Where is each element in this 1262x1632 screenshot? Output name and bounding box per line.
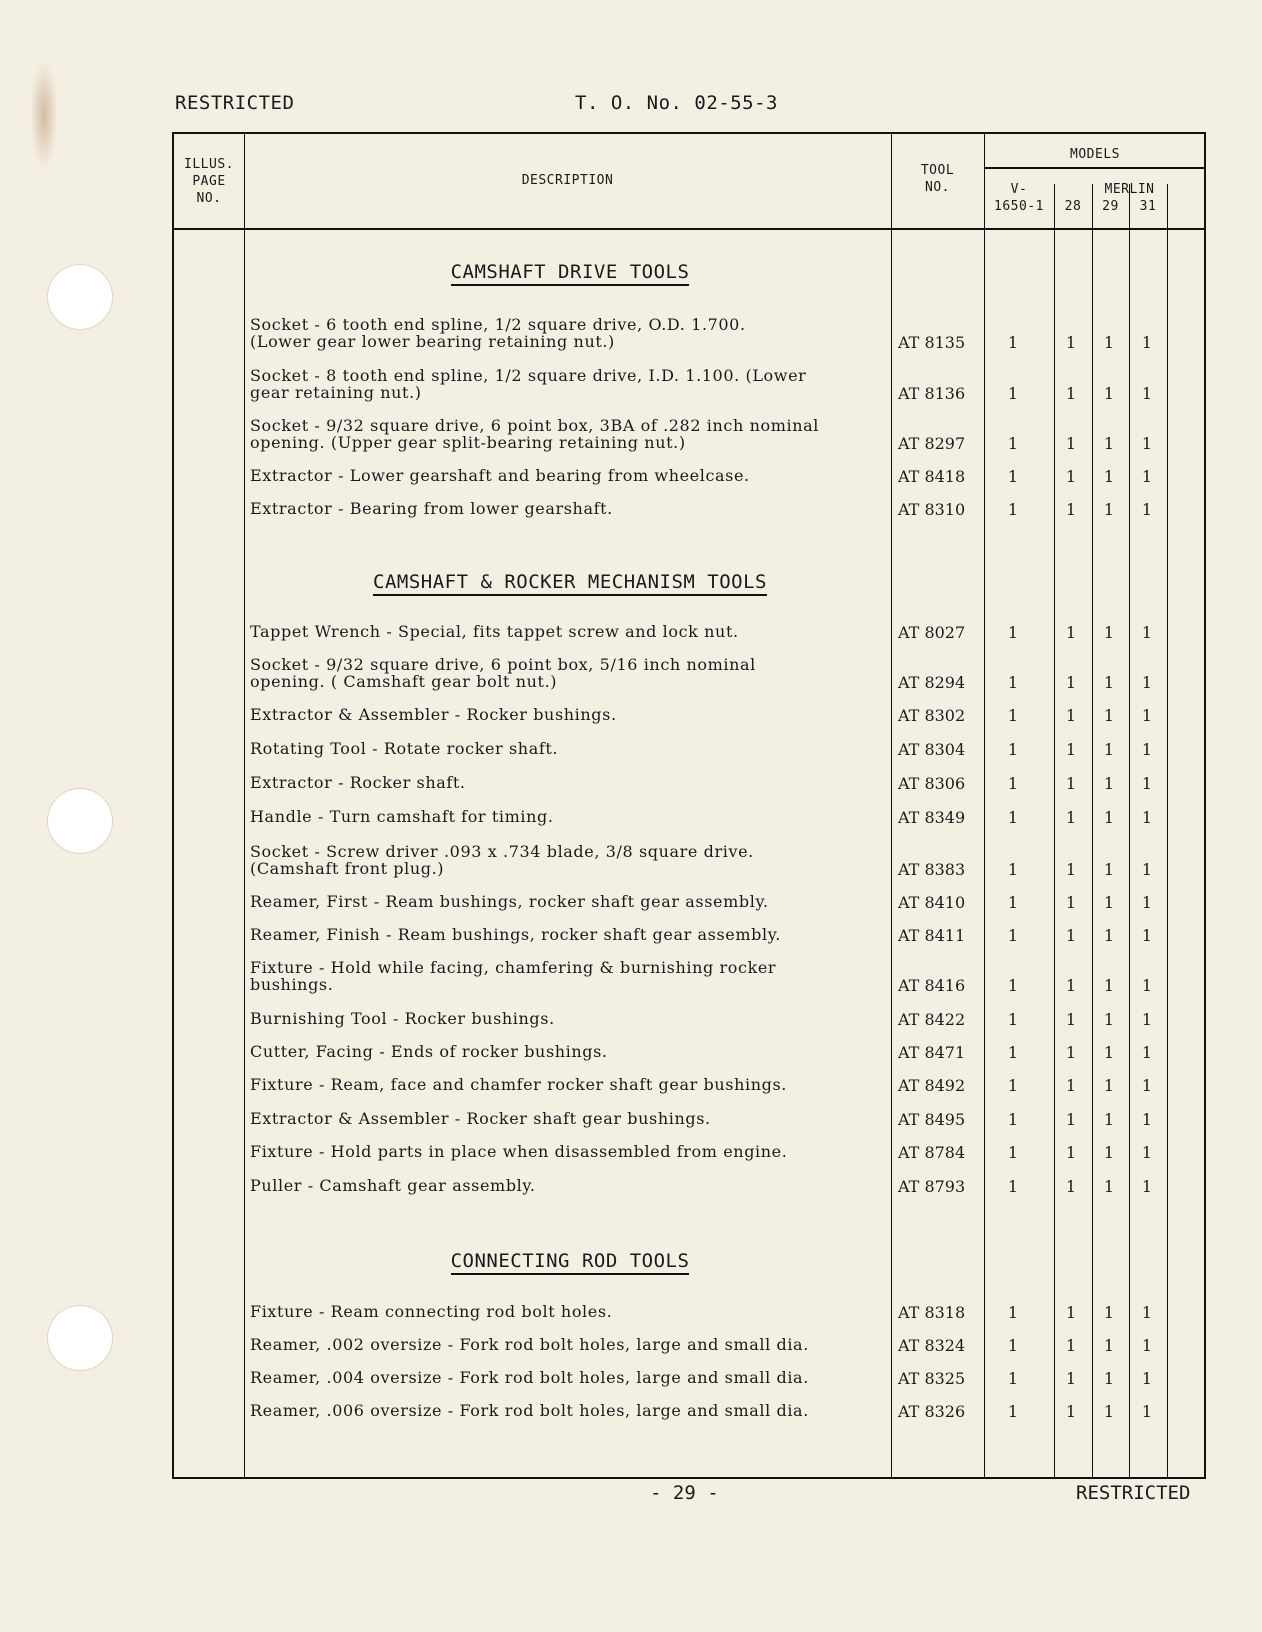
qty-31: 1 (1141, 384, 1153, 403)
tool-description: Rotating Tool - Rotate rocker shaft. (250, 739, 559, 758)
qty-29: 1 (1103, 1110, 1115, 1129)
qty-v1650: 1 (1007, 1110, 1019, 1129)
tool-description: Reamer, .002 oversize - Fork rod bolt holes, large and small dia. (250, 1335, 809, 1354)
section-title: CAMSHAFT DRIVE TOOLS (245, 261, 895, 283)
classification-header: RESTRICTED (175, 92, 295, 114)
qty-31: 1 (1141, 673, 1153, 692)
tool-number: AT 8135 (898, 333, 966, 352)
tool-description: Socket - 9/32 square drive, 6 point box, 5/16 inch nominal opening. ( Camshaft gear bolt nut.) (250, 655, 756, 691)
section-title: CONNECTING ROD TOOLS (245, 1250, 895, 1272)
qty-29: 1 (1103, 1010, 1115, 1029)
column-rule (1167, 184, 1168, 1477)
tool-number: AT 8306 (898, 774, 966, 793)
qty-29: 1 (1103, 1143, 1115, 1162)
merlin-header: MERLIN (1104, 182, 1155, 197)
tool-number: AT 8471 (898, 1043, 966, 1062)
qty-v1650: 1 (1007, 1143, 1019, 1162)
qty-31: 1 (1141, 500, 1153, 519)
qty-29: 1 (1103, 333, 1115, 352)
tool-description: Reamer, First - Ream bushings, rocker shaft gear assembly. (250, 892, 769, 911)
qty-29: 1 (1103, 1336, 1115, 1355)
qty-29: 1 (1103, 1369, 1115, 1388)
tool-number: AT 8302 (898, 706, 966, 725)
page-header (175, 92, 1205, 120)
qty-31: 1 (1141, 1076, 1153, 1095)
qty-29: 1 (1103, 384, 1115, 403)
v1650-header: V- 1650-1 (994, 182, 1044, 214)
qty-31: 1 (1141, 623, 1153, 642)
qty-28: 1 (1065, 1402, 1077, 1421)
column-rule (984, 134, 985, 1477)
qty-28: 1 (1065, 500, 1077, 519)
qty-29: 1 (1103, 706, 1115, 725)
qty-31: 1 (1141, 808, 1153, 827)
qty-v1650: 1 (1007, 1303, 1019, 1322)
column-rule (1129, 184, 1130, 1477)
tool-description: Extractor & Assembler - Rocker shaft gear bushings. (250, 1109, 711, 1128)
qty-28: 1 (1065, 1076, 1077, 1095)
tool-description: Socket - 9/32 square drive, 6 point box, 3BA of .282 inch nominal opening. (Upper gear split-bearing retaining nut.) (250, 416, 819, 452)
qty-v1650: 1 (1007, 808, 1019, 827)
qty-31: 1 (1141, 1010, 1153, 1029)
qty-31: 1 (1141, 1177, 1153, 1196)
tool-number: AT 8784 (898, 1143, 966, 1162)
tool-number: AT 8136 (898, 384, 966, 403)
qty-31: 1 (1141, 706, 1153, 725)
qty-v1650: 1 (1007, 706, 1019, 725)
tool-number: AT 8416 (898, 976, 966, 995)
qty-v1650: 1 (1007, 976, 1019, 995)
qty-28: 1 (1065, 808, 1077, 827)
illus-page-header: ILLUS. PAGE NO. (184, 157, 234, 206)
models-rule (984, 167, 1204, 169)
qty-28: 1 (1065, 623, 1077, 642)
qty-29: 1 (1103, 467, 1115, 486)
qty-v1650: 1 (1007, 1043, 1019, 1062)
qty-31: 1 (1141, 926, 1153, 945)
qty-v1650: 1 (1007, 500, 1019, 519)
column-rule (1092, 184, 1093, 1477)
qty-v1650: 1 (1007, 467, 1019, 486)
tool-description: Burnishing Tool - Rocker bushings. (250, 1009, 555, 1028)
tool-description: Fixture - Hold parts in place when disassembled from engine. (250, 1142, 788, 1161)
qty-v1650: 1 (1007, 740, 1019, 759)
column-rule (1054, 184, 1055, 1477)
tool-description: Fixture - Hold while facing, chamfering & burnishing rocker bushings. (250, 958, 777, 994)
binder-hole (47, 788, 113, 854)
qty-29: 1 (1103, 976, 1115, 995)
qty-29: 1 (1103, 808, 1115, 827)
qty-28: 1 (1065, 673, 1077, 692)
document-number: T. O. No. 02-55-3 (575, 92, 778, 114)
qty-31: 1 (1141, 434, 1153, 453)
qty-28: 1 (1065, 467, 1077, 486)
tool-number: AT 8418 (898, 467, 966, 486)
tool-description: Tappet Wrench - Special, fits tappet screw and lock nut. (250, 622, 739, 641)
tool-description: Extractor & Assembler - Rocker bushings. (250, 705, 617, 724)
qty-28: 1 (1065, 434, 1077, 453)
qty-28: 1 (1065, 384, 1077, 403)
classification-footer: RESTRICTED (1076, 1482, 1191, 1504)
tool-number: AT 8297 (898, 434, 966, 453)
qty-28: 1 (1065, 774, 1077, 793)
model-31-header: 31 (1139, 199, 1157, 214)
qty-31: 1 (1141, 1402, 1153, 1421)
qty-29: 1 (1103, 740, 1115, 759)
qty-28: 1 (1065, 1143, 1077, 1162)
tool-number: AT 8294 (898, 673, 966, 692)
qty-28: 1 (1065, 1110, 1077, 1129)
qty-29: 1 (1103, 893, 1115, 912)
qty-29: 1 (1103, 1043, 1115, 1062)
qty-28: 1 (1065, 1336, 1077, 1355)
header-rule (174, 228, 1204, 230)
qty-31: 1 (1141, 976, 1153, 995)
tool-description: Handle - Turn camshaft for timing. (250, 807, 554, 826)
qty-31: 1 (1141, 1336, 1153, 1355)
qty-31: 1 (1141, 774, 1153, 793)
qty-28: 1 (1065, 333, 1077, 352)
section-title: CAMSHAFT & ROCKER MECHANISM TOOLS (245, 571, 895, 593)
tool-description: Socket - Screw driver .093 x .734 blade, 3/8 square drive. (Camshaft front plug.) (250, 842, 754, 878)
qty-29: 1 (1103, 673, 1115, 692)
qty-31: 1 (1141, 1303, 1153, 1322)
qty-v1650: 1 (1007, 673, 1019, 692)
qty-v1650: 1 (1007, 1402, 1019, 1421)
rust-stain (30, 60, 58, 170)
tool-number: AT 8027 (898, 623, 966, 642)
qty-29: 1 (1103, 1076, 1115, 1095)
tool-description: Reamer, .006 oversize - Fork rod bolt holes, large and small dia. (250, 1401, 809, 1420)
tool-description: Extractor - Lower gearshaft and bearing from wheelcase. (250, 466, 750, 485)
qty-v1650: 1 (1007, 333, 1019, 352)
tool-number: AT 8325 (898, 1369, 966, 1388)
qty-29: 1 (1103, 434, 1115, 453)
qty-28: 1 (1065, 1010, 1077, 1029)
qty-v1650: 1 (1007, 893, 1019, 912)
qty-v1650: 1 (1007, 623, 1019, 642)
qty-29: 1 (1103, 926, 1115, 945)
tool-number: AT 8422 (898, 1010, 966, 1029)
tool-number: AT 8492 (898, 1076, 966, 1095)
models-header: MODELS (1070, 147, 1120, 162)
qty-29: 1 (1103, 774, 1115, 793)
qty-31: 1 (1141, 1143, 1153, 1162)
qty-28: 1 (1065, 926, 1077, 945)
page-footer (0, 1482, 1262, 1512)
model-29-header: 29 (1102, 199, 1119, 214)
tool-description: Extractor - Bearing from lower gearshaft. (250, 499, 613, 518)
tool-number: AT 8410 (898, 893, 966, 912)
qty-28: 1 (1065, 706, 1077, 725)
tool-description: Cutter, Facing - Ends of rocker bushings. (250, 1042, 608, 1061)
qty-28: 1 (1065, 1303, 1077, 1322)
qty-29: 1 (1103, 1402, 1115, 1421)
qty-28: 1 (1065, 976, 1077, 995)
qty-v1650: 1 (1007, 1369, 1019, 1388)
qty-28: 1 (1065, 860, 1077, 879)
qty-v1650: 1 (1007, 434, 1019, 453)
qty-29: 1 (1103, 623, 1115, 642)
tool-number: AT 8411 (898, 926, 966, 945)
description-header: DESCRIPTION (521, 173, 614, 188)
tool-description: Reamer, Finish - Ream bushings, rocker shaft gear assembly. (250, 925, 781, 944)
qty-v1650: 1 (1007, 774, 1019, 793)
qty-31: 1 (1141, 1369, 1153, 1388)
qty-v1650: 1 (1007, 384, 1019, 403)
tool-number: AT 8326 (898, 1402, 966, 1421)
qty-31: 1 (1141, 333, 1153, 352)
tool-number: AT 8349 (898, 808, 966, 827)
tool-description: Extractor - Rocker shaft. (250, 773, 466, 792)
column-rule (891, 134, 892, 1477)
qty-28: 1 (1065, 740, 1077, 759)
qty-31: 1 (1141, 860, 1153, 879)
qty-31: 1 (1141, 893, 1153, 912)
qty-31: 1 (1141, 740, 1153, 759)
binder-hole (47, 1305, 113, 1371)
qty-29: 1 (1103, 1303, 1115, 1322)
qty-29: 1 (1103, 860, 1115, 879)
tool-description: Socket - 8 tooth end spline, 1/2 square drive, I.D. 1.100. (Lower gear retaining nut.) (250, 366, 807, 402)
tool-number: AT 8324 (898, 1336, 966, 1355)
qty-28: 1 (1065, 1043, 1077, 1062)
qty-v1650: 1 (1007, 860, 1019, 879)
tool-description: Socket - 6 tooth end spline, 1/2 square drive, O.D. 1.700. (Lower gear lower bearing retaining nut.) (250, 315, 746, 351)
qty-v1650: 1 (1007, 926, 1019, 945)
qty-v1650: 1 (1007, 1010, 1019, 1029)
qty-v1650: 1 (1007, 1177, 1019, 1196)
qty-28: 1 (1065, 1369, 1077, 1388)
tool-description: Fixture - Ream, face and chamfer rocker shaft gear bushings. (250, 1075, 787, 1094)
qty-28: 1 (1065, 893, 1077, 912)
qty-28: 1 (1065, 1177, 1077, 1196)
tool-number: AT 8304 (898, 740, 966, 759)
page-number: - 29 - (650, 1482, 719, 1504)
tool-number: AT 8793 (898, 1177, 966, 1196)
tool-number: AT 8318 (898, 1303, 966, 1322)
tool-description: Reamer, .004 oversize - Fork rod bolt holes, large and small dia. (250, 1368, 809, 1387)
qty-v1650: 1 (1007, 1076, 1019, 1095)
tool-no-header: TOOL NO. (920, 163, 955, 195)
tool-number: AT 8383 (898, 860, 966, 879)
binder-hole (47, 264, 113, 330)
qty-31: 1 (1141, 467, 1153, 486)
model-28-header: 28 (1064, 199, 1082, 214)
column-rule (244, 134, 245, 1477)
qty-31: 1 (1141, 1110, 1153, 1129)
tool-number: AT 8495 (898, 1110, 966, 1129)
tool-number: AT 8310 (898, 500, 966, 519)
qty-29: 1 (1103, 500, 1115, 519)
qty-31: 1 (1141, 1043, 1153, 1062)
tool-description: Puller - Camshaft gear assembly. (250, 1176, 536, 1195)
tool-description: Fixture - Ream connecting rod bolt holes. (250, 1302, 613, 1321)
qty-v1650: 1 (1007, 1336, 1019, 1355)
qty-29: 1 (1103, 1177, 1115, 1196)
